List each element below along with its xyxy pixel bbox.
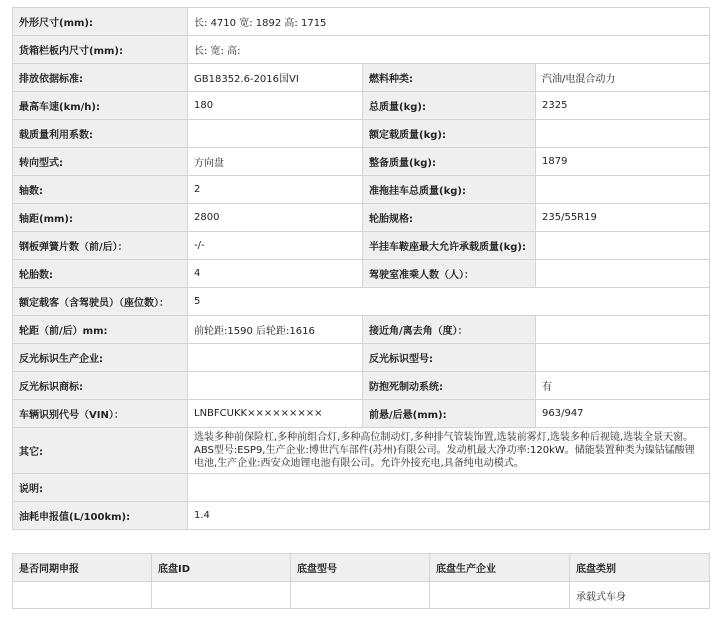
other-value: 选装多种前保险杠,多种前组合灯,多种高位制动灯,多种排气管装饰置,选装前雾灯,选装多种后视镜,选装全景天窗。ABS型号:ESP9,生产企业:博世汽车部件(苏州)有限公司。发动机最大净功率:120kW。储能装置种类为镍钴锰酸锂电池,生产企业:西安众迪锂电池有限公司。允许外接充电,具备纯电动模式。 [188,428,710,474]
chassis-data-row [13,582,710,609]
curb-mass-label: 整备质量(kg): [363,148,536,176]
tire-count-label: 轮胎数: [13,260,188,288]
overhang-label: 前悬/后悬(mm): [363,400,536,428]
reflect-brand-value [188,372,363,400]
tire-count-value: 4 [188,260,363,288]
abs-value: 有 [536,372,710,400]
spec-row [13,176,710,204]
spec-row [13,288,710,316]
abs-label: 防抱死制动系统: [363,372,536,400]
emission-value: GB18352.6-2016国VI [188,64,363,92]
spec-row-notes [13,474,710,502]
rated-load-value [536,120,710,148]
cargo-label: 货箱栏板内尺寸(mm): [13,36,188,64]
other-label: 其它: [13,428,188,474]
chassis-header-row [13,554,710,582]
chassis-col-same-period: 是否同期申报 [13,554,152,582]
angle-label: 接近角/离去角（度）： [363,316,536,344]
track-value: 前轮距:1590 后轮距:1616 [188,316,363,344]
cargo-value: 长: 宽: 高: [188,36,710,64]
emission-label: 排放依据标准: [13,64,188,92]
spec-row [13,316,710,344]
leaf-spring-value: -/- [188,232,363,260]
reflect-mfr-value [188,344,363,372]
chassis-col-id: 底盘ID [152,554,291,582]
speed-value: 180 [188,92,363,120]
total-mass-label: 总质量(kg): [363,92,536,120]
reflect-mfr-label: 反光标识生产企业: [13,344,188,372]
spec-row [13,232,710,260]
fuel-consumption-value: 1.4 [188,502,710,530]
spec-row-other [13,428,710,474]
tire-spec-value: 235/55R19 [536,204,710,232]
chassis-col-category: 底盘类别 [570,554,710,582]
notes-label: 说明: [13,474,188,502]
wheelbase-label: 轴距(mm): [13,204,188,232]
chassis-category-value: 承载式车身 [570,582,710,609]
spec-row-cargo [13,36,710,64]
vin-label: 车辆识别代号（VIN）： [13,400,188,428]
reflect-model-label: 反光标识型号: [363,344,536,372]
saddle-load-label: 半挂车鞍座最大允许承载质量(kg): [363,232,536,260]
spec-row-dimensions [13,8,710,36]
total-mass-value: 2325 [536,92,710,120]
tire-spec-label: 轮胎规格: [363,204,536,232]
steering-value: 方向盘 [188,148,363,176]
spec-row [13,204,710,232]
spec-row [13,260,710,288]
chassis-same-period-value [13,582,152,609]
chassis-manufacturer-value [430,582,570,609]
reflect-model-value [536,344,710,372]
wheelbase-value: 2800 [188,204,363,232]
trailer-mass-label: 准拖挂车总质量(kg): [363,176,536,204]
cab-capacity-label: 驾驶室准乘人数（人）： [363,260,536,288]
angle-value [536,316,710,344]
axles-label: 轴数: [13,176,188,204]
spec-row [13,400,710,428]
spec-row [13,148,710,176]
seats-label: 额定载客（含驾驶员）（座位数）： [13,288,188,316]
load-util-label: 载质量利用系数: [13,120,188,148]
dims-value: 长: 4710 宽: 1892 高: 1715 [188,8,710,36]
notes-value [188,474,710,502]
spec-row [13,64,710,92]
spec-row [13,372,710,400]
fuel-consumption-label: 油耗申报值(L/100km): [13,502,188,530]
seats-value: 5 [188,288,710,316]
track-label: 轮距（前/后）mm: [13,316,188,344]
fuel-value: 汽油/电混合动力 [536,64,710,92]
overhang-value: 963/947 [536,400,710,428]
spec-row [13,344,710,372]
rated-load-label: 额定载质量(kg): [363,120,536,148]
chassis-table [12,553,710,609]
dims-label: 外形尺寸(mm): [13,8,188,36]
leaf-spring-label: 钢板弹簧片数（前/后）： [13,232,188,260]
chassis-id-value [152,582,291,609]
vehicle-spec-table [12,7,710,530]
saddle-load-value [536,232,710,260]
curb-mass-value: 1879 [536,148,710,176]
cab-capacity-value [536,260,710,288]
axles-value: 2 [188,176,363,204]
spec-row [13,120,710,148]
vin-value: LNBFCUKK××××××××× [188,400,363,428]
chassis-col-model: 底盘型号 [291,554,430,582]
steering-label: 转向型式: [13,148,188,176]
fuel-label: 燃料种类: [363,64,536,92]
chassis-col-manufacturer: 底盘生产企业 [430,554,570,582]
spec-row [13,92,710,120]
load-util-value [188,120,363,148]
chassis-model-value [291,582,430,609]
speed-label: 最高车速(km/h): [13,92,188,120]
trailer-mass-value [536,176,710,204]
reflect-brand-label: 反光标识商标: [13,372,188,400]
spec-row-fuel-consumption [13,502,710,530]
